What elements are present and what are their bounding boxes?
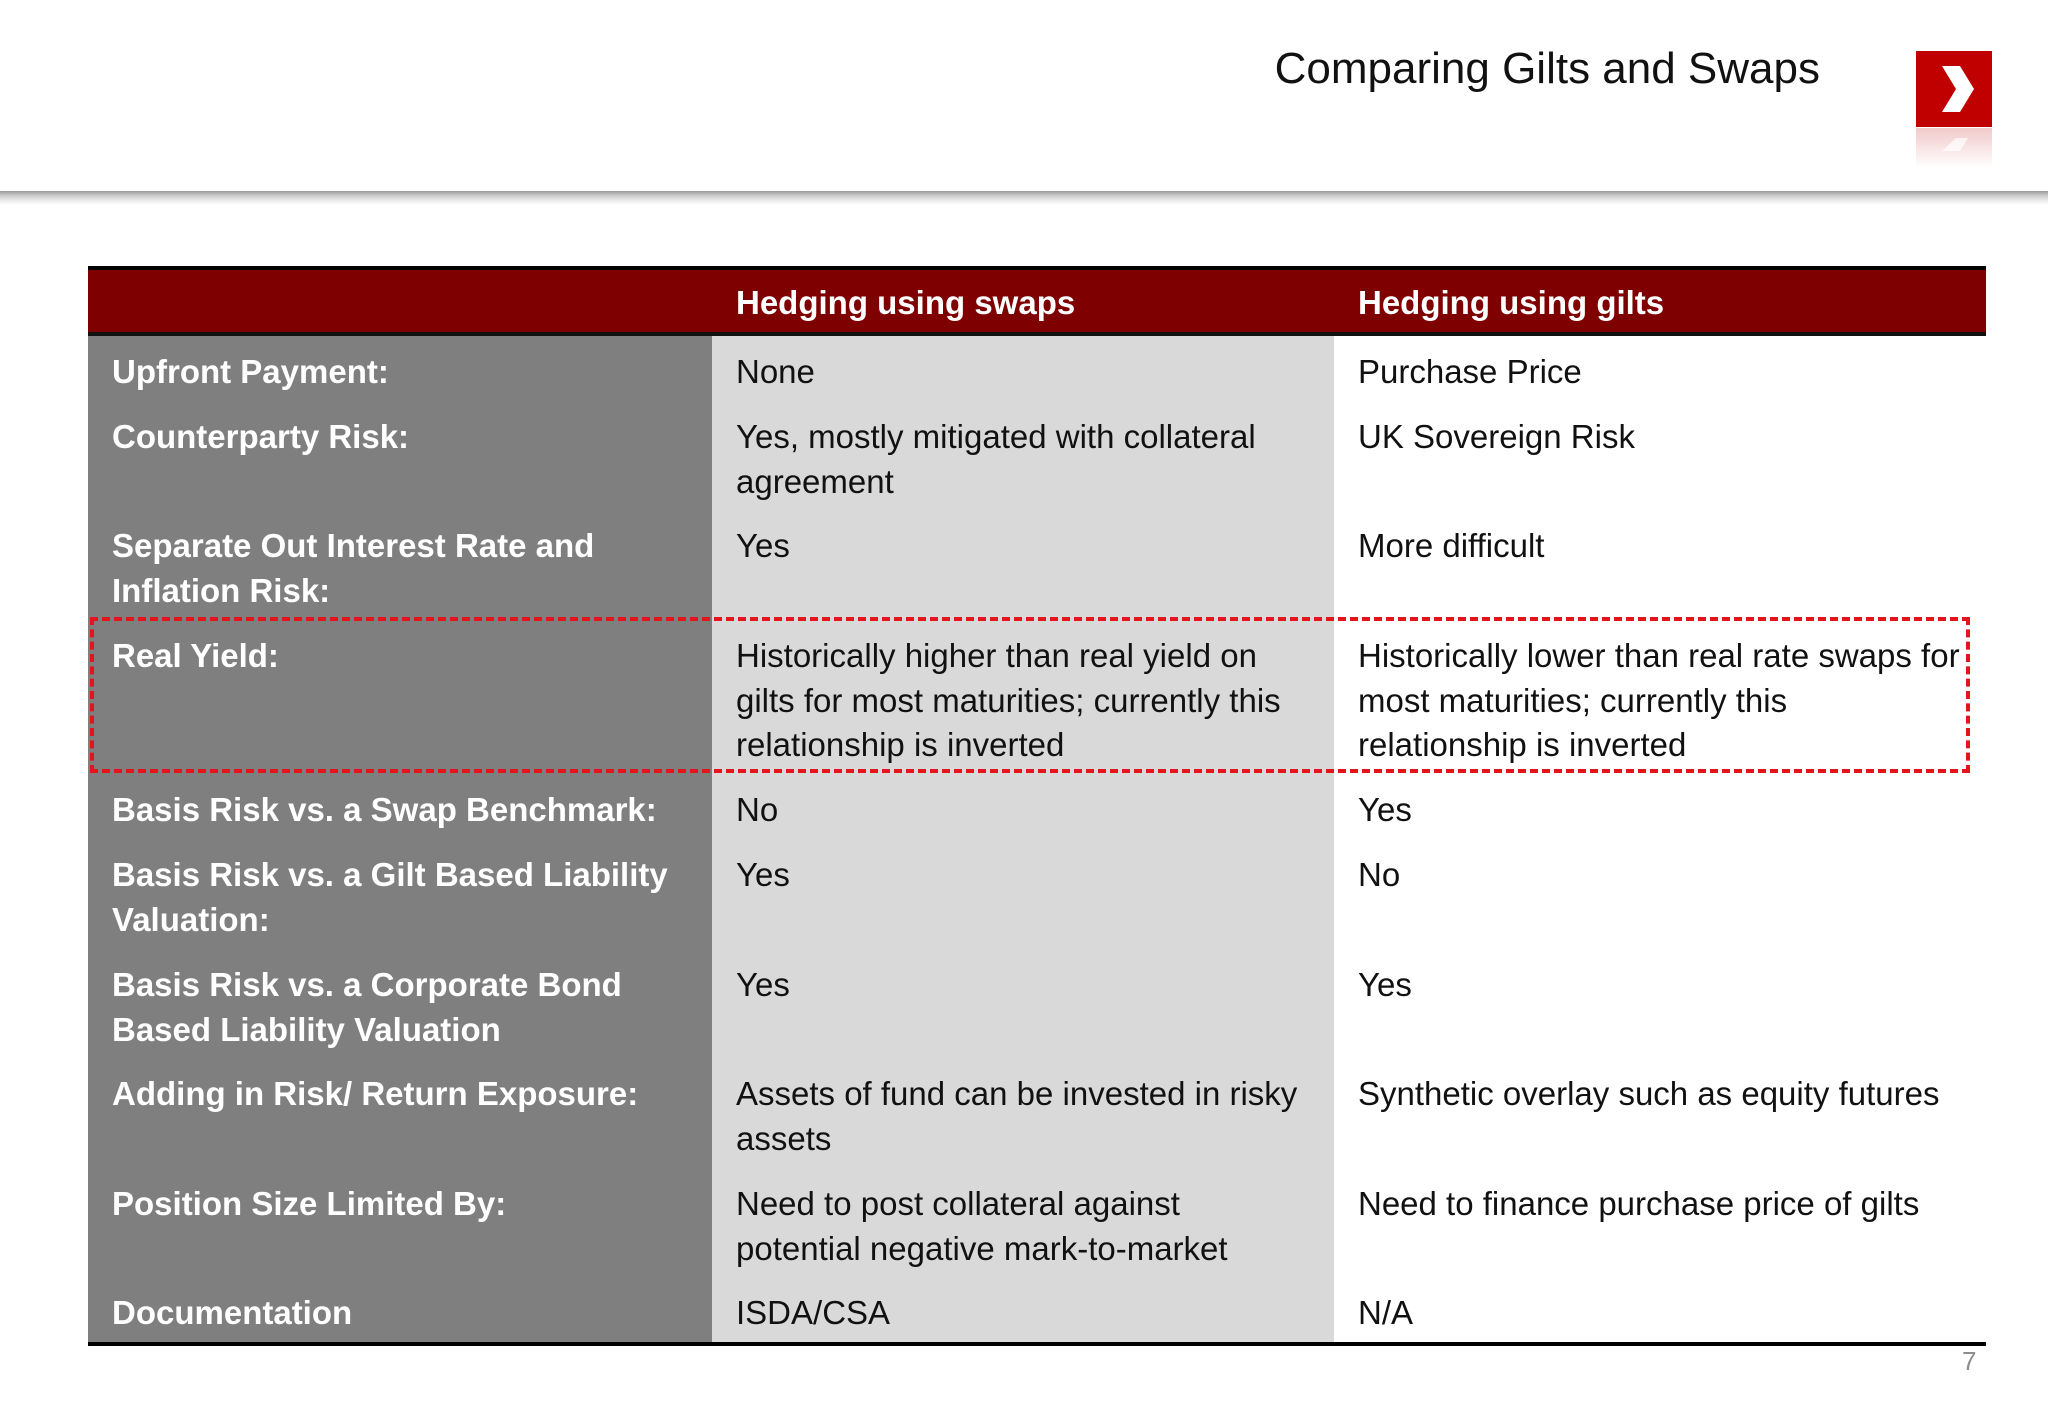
gilts-cell: Yes [1334,949,1986,1058]
row-label: Basis Risk vs. a Swap Benchmark: [88,774,712,839]
header-cell-empty [88,270,712,332]
row-label: Documentation [88,1277,712,1342]
header-cell-gilts: Hedging using gilts [1358,284,1665,321]
table-bottom-border [88,1342,1986,1346]
header-cell-swaps: Hedging using swaps [736,284,1076,321]
gilts-cell: Synthetic overlay such as equity futures [1334,1058,1986,1168]
swaps-cell: Yes, mostly mitigated with collateral agreement [712,401,1334,510]
gilts-cell: More difficult [1334,510,1986,620]
row-label: Position Size Limited By: [88,1168,712,1277]
swaps-cell: Need to post collateral against potential negative mark-to-market [712,1168,1334,1277]
swaps-cell: Yes [712,510,1334,620]
table-row [88,401,1986,510]
row-label: Real Yield: [88,620,712,774]
gilts-cell: No [1334,839,1986,949]
row-label: Separate Out Interest Rate and Inflation Risk: [88,510,712,620]
swaps-cell: Historically higher than real yield on gilts for most maturities; currently this relationship is inverted [712,620,1334,774]
header-divider [0,191,2048,205]
row-label: Counterparty Risk: [88,401,712,510]
swaps-cell: No [712,774,1334,839]
page-number: 7 [1962,1346,1977,1376]
swaps-cell: Assets of fund can be invested in risky assets [712,1058,1334,1168]
chevron-right-icon [1916,51,1992,127]
table-row [88,1168,1986,1277]
swaps-cell: None [712,336,1334,401]
gilts-cell: Historically lower than real rate swaps for most maturities; currently this relationship is inverted [1334,620,1986,774]
table-row [88,949,1986,1058]
row-label: Basis Risk vs. a Gilt Based Liability Valuation: [88,839,712,949]
slide-title: Comparing Gilts and Swaps [1274,44,1820,93]
table-row [88,774,1986,839]
comparison-table [88,266,1986,1346]
gilts-cell: N/A [1334,1277,1986,1342]
gilts-cell: Need to finance purchase price of gilts [1334,1168,1986,1277]
table-row [88,1058,1986,1168]
row-label: Adding in Risk/ Return Exposure: [88,1058,712,1168]
row-label: Upfront Payment: [88,336,712,401]
table-row [88,620,1986,774]
swaps-cell: Yes [712,949,1334,1058]
gilts-cell: Yes [1334,774,1986,839]
logo-reflection [1916,128,1992,168]
table-row [88,839,1986,949]
table-header-row [88,270,1986,336]
table-row [88,336,1986,401]
swaps-cell: ISDA/CSA [712,1277,1334,1342]
swaps-cell: Yes [712,839,1334,949]
row-label: Basis Risk vs. a Corporate Bond Based Liability Valuation [88,949,712,1058]
gilts-cell: Purchase Price [1334,336,1986,401]
gilts-cell: UK Sovereign Risk [1334,401,1986,510]
table-row [88,510,1986,620]
table-row [88,1277,1986,1342]
